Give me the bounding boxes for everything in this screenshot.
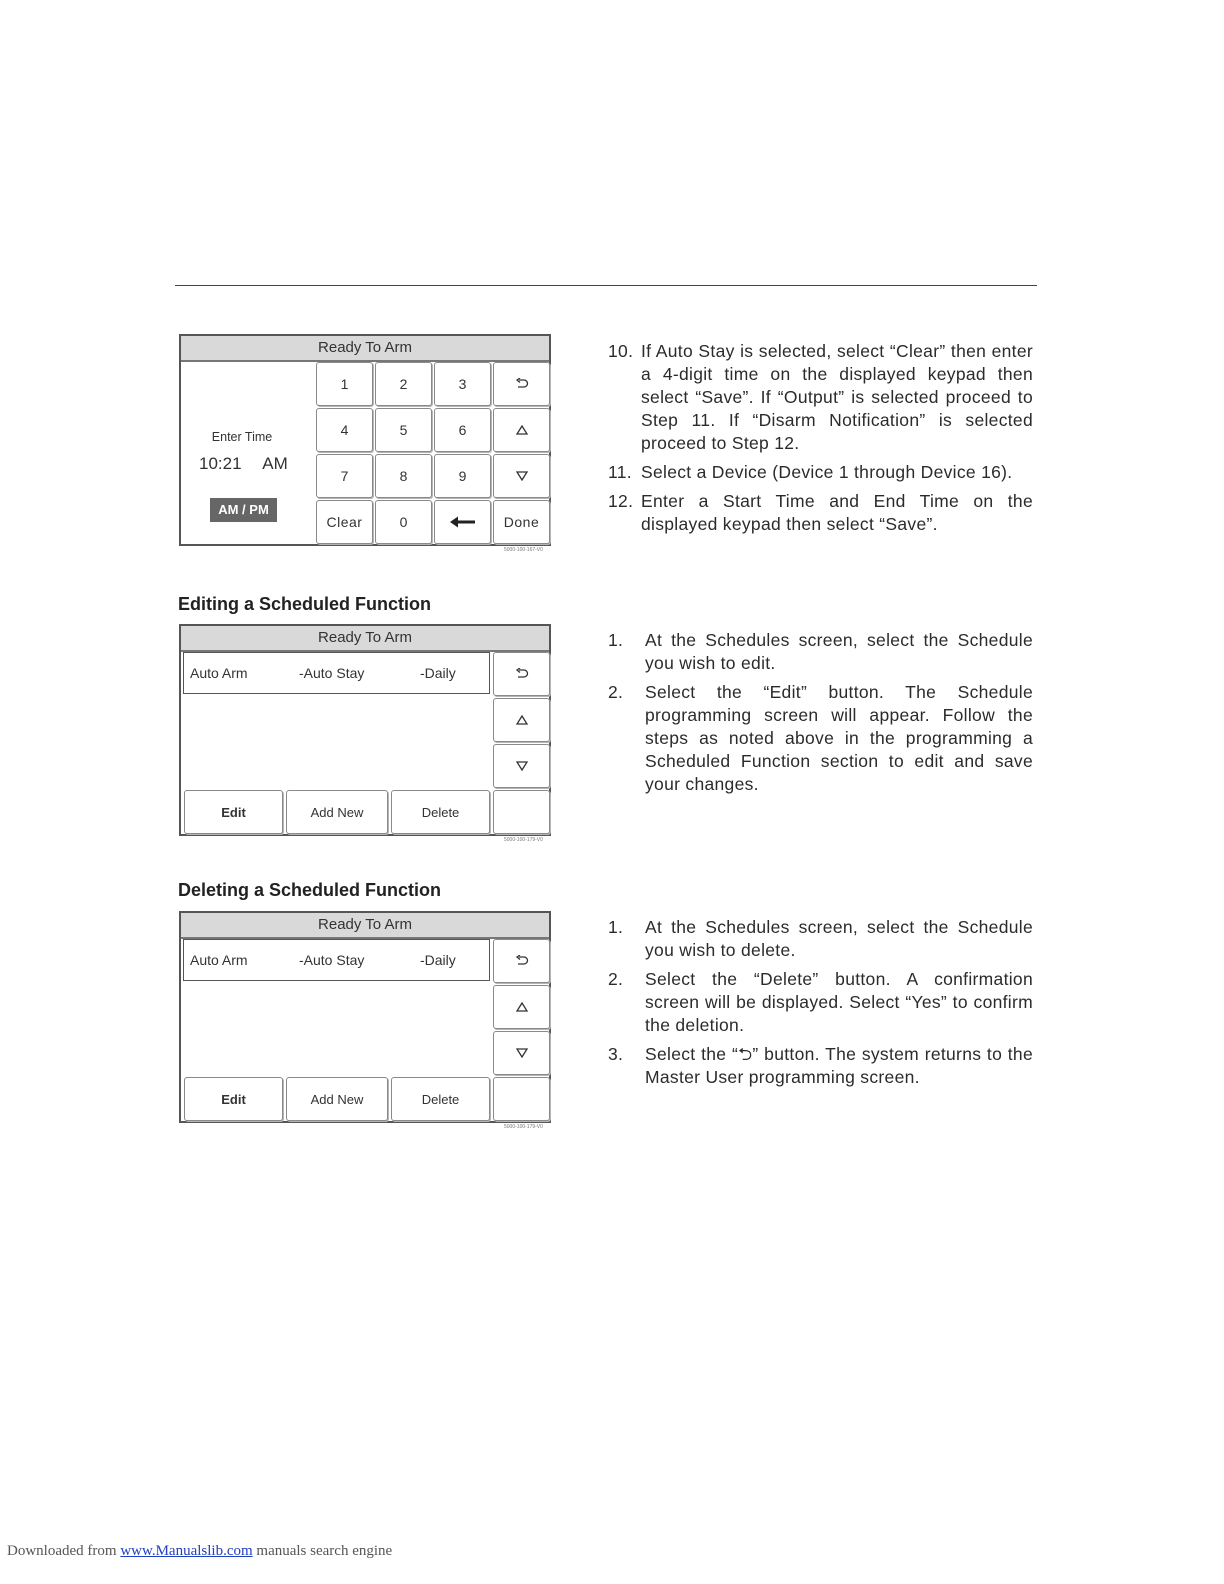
delete-step-2 (608, 968, 1033, 1037)
triangle-down-icon (516, 1048, 528, 1058)
edit-step-1 (608, 629, 1033, 675)
blank-button (493, 1077, 550, 1121)
key-8[interactable]: 8 (375, 454, 432, 498)
key-7[interactable]: 7 (316, 454, 373, 498)
key-9[interactable]: 9 (434, 454, 491, 498)
backspace-key[interactable] (434, 500, 491, 544)
triangle-down-icon (516, 761, 528, 771)
delete-step-1 (608, 916, 1033, 962)
key-6[interactable]: 6 (434, 408, 491, 452)
delete-button[interactable]: Delete (391, 790, 490, 834)
scroll-down-button[interactable] (493, 454, 550, 498)
blank-button (493, 790, 550, 834)
key-1[interactable]: 1 (316, 362, 373, 406)
schedule-frequency: -Daily (420, 952, 456, 968)
step-number: 3. (608, 1044, 624, 1064)
back-arrow-icon (515, 955, 529, 967)
step-text: Select the “⮌” button. The system returns to the Master User programming screen. (645, 1044, 1033, 1087)
section-title-editing: Editing a Scheduled Function (178, 594, 432, 614)
step-text: Select the “Delete” button. A confirmation screen will be displayed. Select “Yes” to confirm the deletion. (645, 969, 1033, 1035)
steps-top (608, 340, 1033, 542)
screen-header: Ready To Arm (181, 336, 549, 362)
figure-code: 5000-100-179-V0 (504, 1124, 543, 1130)
step-number: 11. (608, 462, 632, 482)
step-number: 10. (608, 341, 634, 361)
step-number: 2. (608, 969, 624, 989)
schedule-frequency: -Daily (420, 665, 456, 681)
footer-suffix: manuals search engine (256, 1543, 393, 1559)
schedule-row[interactable] (183, 939, 490, 981)
back-button[interactable] (493, 652, 550, 696)
scroll-up-button[interactable] (493, 698, 550, 742)
screen-header: Ready To Arm (181, 913, 549, 939)
header-rule (175, 285, 1037, 286)
schedule-row[interactable] (183, 652, 490, 694)
step-12 (608, 490, 1033, 536)
step-number: 12. (608, 491, 634, 511)
step-number: 1. (608, 630, 624, 650)
edit-button[interactable]: Edit (184, 1077, 283, 1121)
scroll-up-button[interactable] (493, 408, 550, 452)
step-number: 1. (608, 917, 624, 937)
screen-header: Ready To Arm (181, 626, 549, 652)
scroll-down-button[interactable] (493, 744, 550, 788)
scroll-up-button[interactable] (493, 985, 550, 1029)
add-new-button[interactable]: Add New (286, 790, 388, 834)
steps-edit (608, 629, 1033, 802)
delete-schedule-screen (179, 911, 551, 1123)
step-number: 2. (608, 682, 624, 702)
step-text: At the Schedules screen, select the Schedule you wish to edit. (645, 630, 1033, 673)
triangle-down-icon (516, 471, 528, 481)
step-text: Enter a Start Time and End Time on the displayed keypad then select “Save”. (641, 491, 1033, 534)
edit-schedule-screen (179, 624, 551, 836)
key-3[interactable]: 3 (434, 362, 491, 406)
schedule-type: Auto Arm (190, 665, 248, 681)
ampm-value: AM (262, 454, 288, 473)
schedule-function: -Auto Stay (299, 665, 365, 681)
add-new-button[interactable]: Add New (286, 1077, 388, 1121)
done-key[interactable]: Done (493, 500, 550, 544)
triangle-up-icon (516, 425, 528, 435)
ampm-button[interactable]: AM / PM (210, 498, 277, 522)
time-value: 10:21 (199, 454, 242, 473)
back-arrow-icon (515, 378, 529, 390)
back-button[interactable] (493, 362, 550, 406)
key-5[interactable]: 5 (375, 408, 432, 452)
footer-prefix: Downloaded from (7, 1543, 117, 1559)
enter-time-label: Enter Time (211, 430, 273, 444)
backspace-arrow-icon (450, 516, 476, 528)
back-arrow-icon (515, 668, 529, 680)
delete-step-3 (608, 1043, 1033, 1089)
edit-step-2 (608, 681, 1033, 796)
key-4[interactable]: 4 (316, 408, 373, 452)
schedule-function: -Auto Stay (299, 952, 365, 968)
steps-delete (608, 916, 1033, 1095)
key-2[interactable]: 2 (375, 362, 432, 406)
figure-code: 5000-100-179-V0 (504, 837, 543, 843)
step-text: Select a Device (Device 1 through Device 16). (641, 462, 1013, 482)
triangle-up-icon (516, 1002, 528, 1012)
keypad-screen (179, 334, 551, 546)
step-text: At the Schedules screen, select the Schedule you wish to delete. (645, 917, 1033, 960)
step-text: If Auto Stay is selected, select “Clear” then enter a 4-digit time on the displayed keypad then select “Save”. If “Output” is selected proceed to Step 11. If “Disarm Notification” is selected proceed to Step 12. (641, 341, 1033, 453)
section-title-deleting: Deleting a Scheduled Function (178, 880, 442, 900)
step-text: Select the “Edit” button. The Schedule programming screen will appear. Follow the steps as noted above in the programming a Scheduled Function section to edit and save your changes. (645, 682, 1033, 794)
schedule-type: Auto Arm (190, 952, 248, 968)
download-footer (7, 1543, 392, 1560)
back-button[interactable] (493, 939, 550, 983)
step-11 (608, 461, 1033, 484)
triangle-up-icon (516, 715, 528, 725)
edit-button[interactable]: Edit (184, 790, 283, 834)
key-0[interactable]: 0 (375, 500, 432, 544)
figure-code: 5000-100-167-V0 (504, 547, 543, 553)
clear-key[interactable]: Clear (316, 500, 373, 544)
step-10 (608, 340, 1033, 455)
delete-button[interactable]: Delete (391, 1077, 490, 1121)
scroll-down-button[interactable] (493, 1031, 550, 1075)
manualslib-link[interactable]: www.Manualslib.com (120, 1543, 253, 1559)
time-display (199, 454, 288, 474)
